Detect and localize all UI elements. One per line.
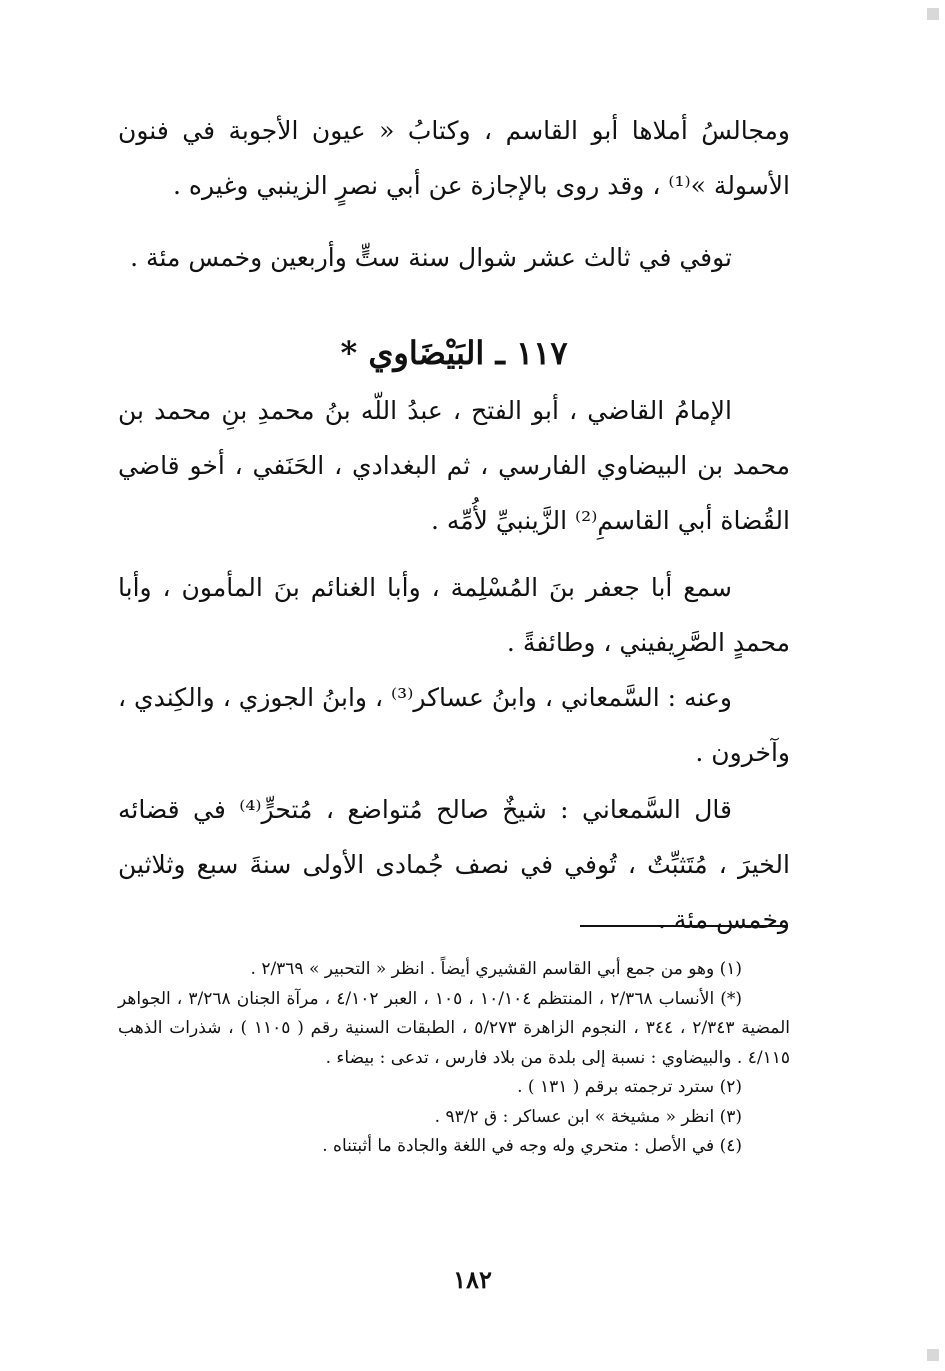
footnote-1: (١) وهو من جمع أبي القاسم القشيري أيضاً . انظر « التحبير » ٢/٣٦٩ .	[250, 959, 742, 979]
paragraph-opening: ومجالسُ أملاها أبو القاسم ، وكتابُ « عيون الأجوبة في فنون الأسولة »⁽¹⁾ ، وقد روى بالإجازة عن أبي نصرٍ الزينبي وغيره .	[118, 116, 790, 200]
paragraph-students: وعنه : السَّمعاني ، وابنُ عساكر⁽³⁾ ، وابنُ الجوزي ، والكِندي ، وآخرون .	[118, 683, 790, 767]
paragraph-biography: الإمامُ القاضي ، أبو الفتح ، عبدُ اللّه بنُ محمدِ بنِ محمد بن محمد بن البيضاوي الفارسي ، ثم البغدادي ، الحَنَفي ، أخو قاضي القُضاة أبي القاسمِ⁽²⁾ الزَّينبيِّ لأُمِّه .	[118, 396, 790, 535]
entry-heading: ١١٧ ـ البَيْضَاوي *	[340, 334, 568, 372]
footnote-4: (٤) في الأصل : متحري وله وجه في اللغة والجادة ما أثبتناه .	[322, 1136, 742, 1156]
footnote-2: (٢) سترد ترجمته برقم ( ١٣١ ) .	[517, 1077, 742, 1097]
paragraph-quote: قال السَّمعاني : شيخٌ صالح مُتواضع ، مُتحرٍّ⁽⁴⁾ في قضائه الخيرَ ، مُتَثبِّتٌ ، تُوفي في نصف جُمادى الأولى سنةَ سبع وثلاثين وخمس مئة .	[118, 795, 790, 934]
scan-corner-mark	[927, 8, 939, 20]
footnote-separator	[580, 925, 788, 927]
paragraph-teachers: سمع أبا جعفر بنَ المُسْلِمة ، وأبا الغنائم بنَ المأمون ، وأبا محمدٍ الصَّرِيفيني ، وطائفةً .	[118, 573, 790, 657]
footnote-3: (٣) انظر « مشيخة » ابن عساكر : ق ٩٣/٢ .	[434, 1106, 742, 1127]
page-number: ١٨٢	[453, 1265, 492, 1294]
footnote-sources: (*) الأنساب ٢/٣٦٨ ، المنتظم ١٠/١٠٤ ، ١٠٥ ، العبر ٤/١٠٢ ، مرآة الجنان ٣/٢٦٨ ، الجواهر المضية ٢/٣٤٣ ، ٣٤٤ ، النجوم الزاهرة ٥/٢٧٣ ، الطبقات السنية رقم ( ١١٠٥ ) ، شذرات الذهب ٤/١١٥ . والبيضاوي : نسبة إلى بلدة من بلاد فارس ، تدعى : بيضاء .	[118, 988, 790, 1068]
paragraph-death-date: توفي في ثالث عشر شوال سنة ستٍّ وأربعين وخمس مئة .	[130, 243, 732, 272]
footnotes	[118, 955, 790, 1162]
scan-corner-mark	[927, 1349, 939, 1361]
